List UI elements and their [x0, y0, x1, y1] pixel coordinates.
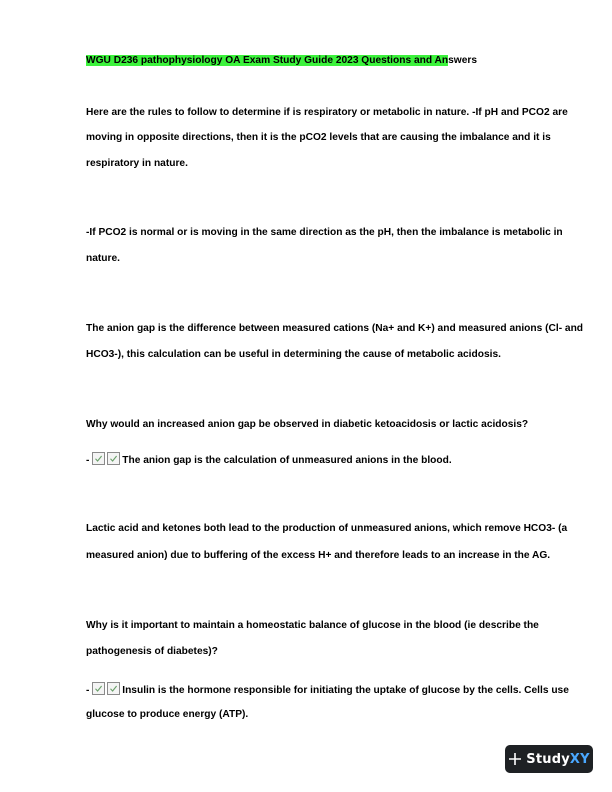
checkbox-icon [92, 452, 105, 465]
answer-dash: - [86, 455, 90, 466]
paragraph-line: -If PCO2 is normal or is moving in the same direction as the pH, then the imbalance is metabolic in [86, 227, 563, 238]
paragraph-line: respiratory in nature. [86, 158, 188, 169]
checkbox-icon [107, 452, 120, 465]
paragraph-line: moving in opposite directions, then it is the pCO2 levels that are causing the imbalance and it is [86, 132, 551, 143]
studyxy-logo [505, 745, 593, 773]
question-line: Why is it important to maintain a homeostatic balance of glucose in the blood (ie describe the [86, 620, 539, 631]
paragraph-line: The anion gap is the difference between measured cations (Na+ and K+) and measured anions (Cl- and [86, 323, 584, 334]
logo-word: Study [526, 751, 570, 767]
answer-line [86, 682, 569, 698]
plus-icon [508, 752, 522, 766]
answer-text: The anion gap is the calculation of unmeasured anions in the blood. [122, 455, 452, 466]
document-title [86, 54, 556, 68]
title-rest: swers [448, 55, 477, 66]
logo-text [526, 752, 589, 767]
title-highlighted: WGU D236 pathophysiology OA Exam Study Guide 2023 Questions and An [86, 55, 449, 66]
paragraph-line: glucose to produce energy (ATP). [86, 709, 249, 720]
paragraph-line: HCO3-), this calculation can be useful in determining the cause of metabolic acidosis. [86, 349, 501, 360]
answer-line [86, 452, 556, 468]
checkbox-icon [92, 682, 105, 695]
paragraph-line: Here are the rules to follow to determine if is respiratory or metabolic in nature. -If pH and PCO2 are [86, 107, 568, 118]
question-line: pathogenesis of diabetes)? [86, 646, 218, 657]
paragraph-line: nature. [86, 253, 120, 264]
logo-suffix: XY [569, 751, 590, 767]
paragraph-line: measured anion) due to buffering of the excess H+ and therefore leads to an increase in the AG. [86, 550, 551, 561]
answer-dash: - [86, 685, 90, 696]
question-line: Why would an increased anion gap be observed in diabetic ketoacidosis or lactic acidosis? [86, 419, 529, 430]
answer-text: Insulin is the hormone responsible for initiating the uptake of glucose by the cells. Cells use [122, 685, 569, 696]
paragraph-line: Lactic acid and ketones both lead to the production of unmeasured anions, which remove HCO3- (a [86, 523, 568, 534]
checkbox-icon [107, 682, 120, 695]
